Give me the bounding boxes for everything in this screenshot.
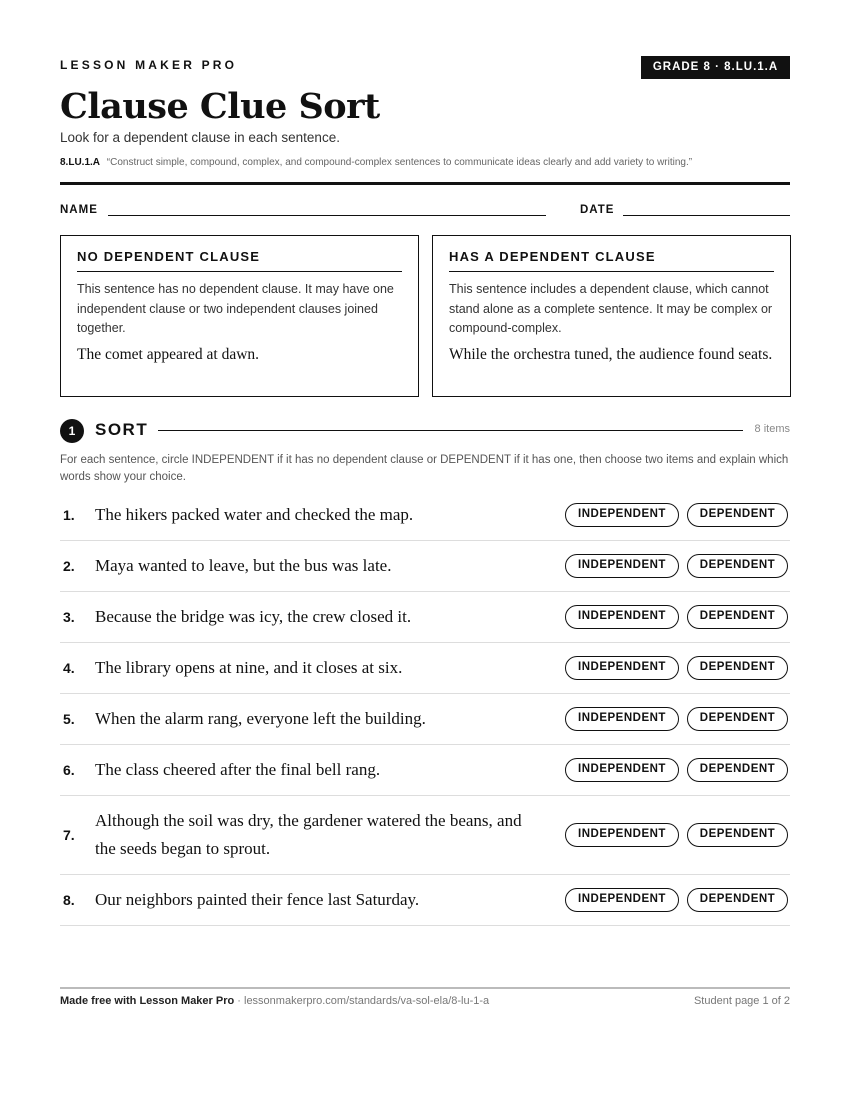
dependent-option[interactable]: DEPENDENT: [687, 823, 788, 847]
worksheet-subtitle: Look for a dependent clause in each sentence.: [60, 130, 340, 145]
list-item: [60, 490, 790, 541]
choice-group: [565, 554, 788, 578]
item-sentence: Because the bridge was icy, the crew closed it.: [95, 607, 412, 626]
choice-group: [565, 503, 788, 527]
dependent-option[interactable]: DEPENDENT: [687, 888, 788, 912]
dependent-option[interactable]: DEPENDENT: [687, 707, 788, 731]
choice-group: [565, 758, 788, 782]
item-sentence: The class cheered after the final bell rang.: [95, 760, 381, 779]
independent-option[interactable]: INDEPENDENT: [565, 823, 679, 847]
section-divider: [158, 430, 743, 431]
header-divider: [60, 182, 790, 185]
definition-description: This sentence includes a dependent clause, which cannot stand alone as a complete sentence. It may be complex or compound-complex.: [449, 282, 773, 335]
independent-option[interactable]: INDEPENDENT: [565, 503, 679, 527]
independent-option[interactable]: INDEPENDENT: [565, 758, 679, 782]
brand-name: LESSON MAKER PRO: [60, 58, 238, 72]
date-field[interactable]: [623, 215, 790, 216]
choice-group: [565, 656, 788, 680]
footer-url: · lessonmakerpro.com/standards/va-sol-ela/8-lu-1-a: [234, 995, 490, 1007]
item-sentence: Our neighbors painted their fence last Saturday.: [95, 890, 420, 909]
item-sentence: Maya wanted to leave, but the bus was late.: [95, 556, 392, 575]
item-number: 6.: [63, 762, 75, 778]
item-number: 7.: [63, 827, 75, 843]
definition-no-dependent-clause: [60, 235, 419, 397]
definition-title: HAS A DEPENDENT CLAUSE: [449, 249, 774, 272]
name-label: NAME: [60, 204, 98, 216]
worksheet-title: Clause Clue Sort: [60, 86, 380, 127]
item-sentence: The hikers packed water and checked the map.: [95, 505, 414, 524]
dependent-option[interactable]: DEPENDENT: [687, 656, 788, 680]
section-title: SORT: [95, 420, 149, 439]
item-sentence: Although the soil was dry, the gardener watered the beans, and the seeds began to sprout.: [95, 811, 522, 858]
dependent-option[interactable]: DEPENDENT: [687, 503, 788, 527]
section-header: [60, 418, 790, 442]
item-count: 8 items: [754, 423, 790, 435]
name-field[interactable]: [108, 215, 546, 216]
item-sentence: When the alarm rang, everyone left the building.: [95, 709, 426, 728]
dependent-option[interactable]: DEPENDENT: [687, 758, 788, 782]
independent-option[interactable]: INDEPENDENT: [565, 656, 679, 680]
standard-code: 8.LU.1.A: [60, 157, 101, 168]
footer-credit: [60, 995, 489, 1007]
independent-option[interactable]: INDEPENDENT: [565, 605, 679, 629]
standard-line: [60, 157, 692, 168]
item-sentence: The library opens at nine, and it closes at six.: [95, 658, 403, 677]
definition-description: This sentence has no dependent clause. It may have one independent clause or two independent clauses joined together.: [77, 282, 394, 335]
sentence-list: [60, 490, 790, 926]
standard-text: “Construct simple, compound, complex, and compound-complex sentences to communicate ideas clearly and add variety to writing.”: [106, 157, 693, 168]
item-number: 4.: [63, 660, 75, 676]
list-item: [60, 875, 790, 926]
choice-group: [565, 707, 788, 731]
independent-option[interactable]: INDEPENDENT: [565, 888, 679, 912]
list-item: [60, 592, 790, 643]
list-item: [60, 694, 790, 745]
definition-example: The comet appeared at dawn.: [77, 345, 260, 363]
item-number: 1.: [63, 507, 75, 523]
dependent-option[interactable]: DEPENDENT: [687, 605, 788, 629]
list-item: [60, 643, 790, 694]
choice-group: [565, 823, 788, 847]
list-item: [60, 541, 790, 592]
item-number: 2.: [63, 558, 75, 574]
choice-group: [565, 605, 788, 629]
footer-page-number: Student page 1 of 2: [693, 995, 790, 1007]
definition-has-dependent-clause: [432, 235, 791, 397]
footer-made-with: Made free with Lesson Maker Pro: [60, 995, 235, 1007]
independent-option[interactable]: INDEPENDENT: [565, 707, 679, 731]
item-number: 3.: [63, 609, 75, 625]
grade-badge: GRADE 8 · 8.LU.1.A: [641, 56, 790, 79]
independent-option[interactable]: INDEPENDENT: [565, 554, 679, 578]
date-label: DATE: [580, 204, 615, 216]
footer-divider: [60, 987, 790, 989]
item-number: 5.: [63, 711, 75, 727]
section-number-badge: 1: [60, 419, 84, 443]
section-instructions: For each sentence, circle INDEPENDENT if it has no dependent clause or DEPENDENT if it has one, then choose two items and explain which words show your choice.: [60, 454, 789, 483]
definition-title: NO DEPENDENT CLAUSE: [77, 249, 402, 272]
definition-example: While the orchestra tuned, the audience found seats.: [449, 345, 773, 363]
list-item: [60, 796, 790, 875]
list-item: [60, 745, 790, 796]
item-number: 8.: [63, 892, 75, 908]
choice-group: [565, 888, 788, 912]
dependent-option[interactable]: DEPENDENT: [687, 554, 788, 578]
